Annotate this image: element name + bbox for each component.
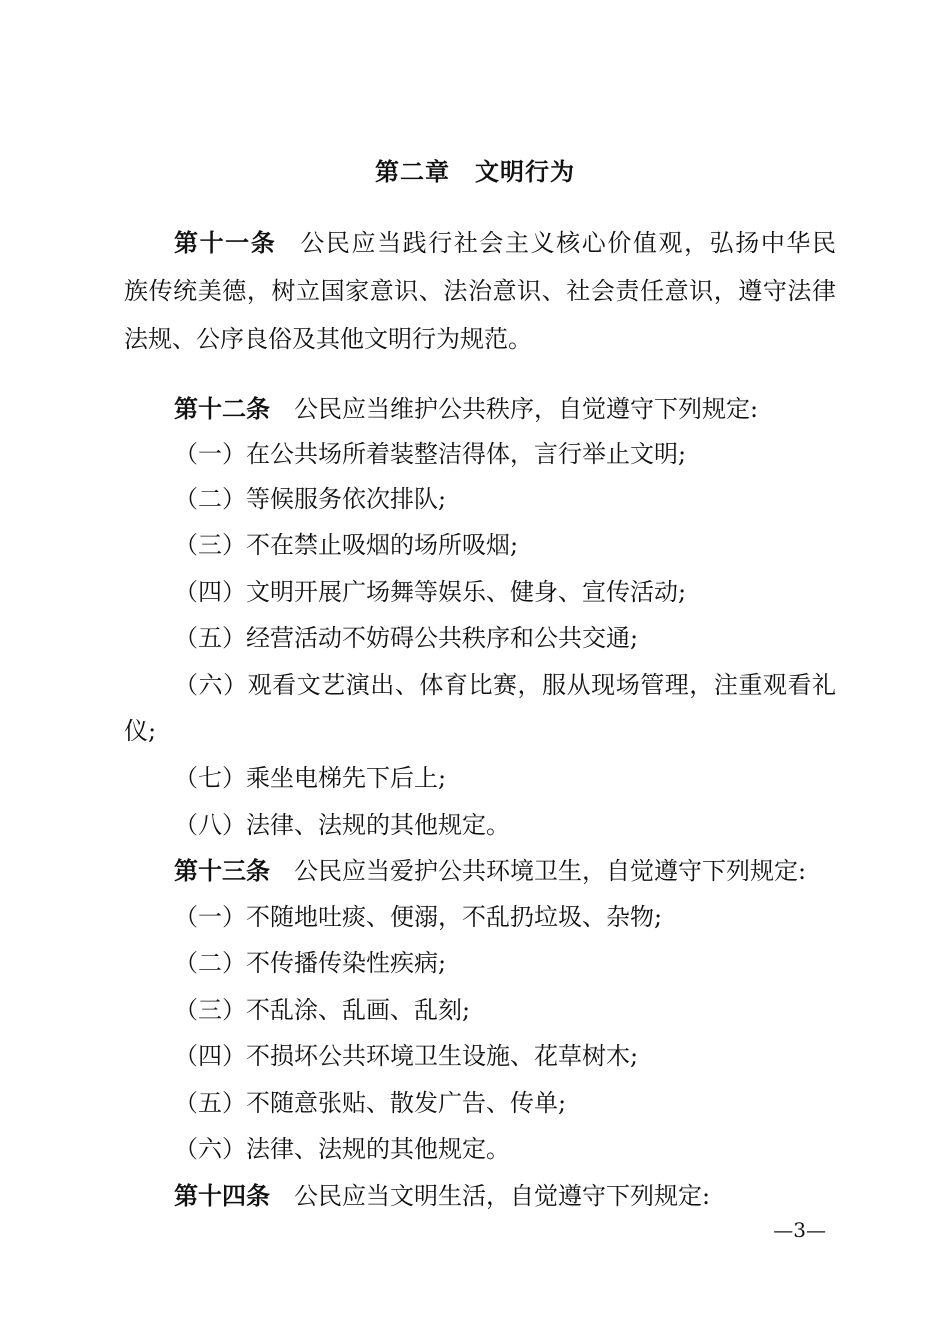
article-13-number: 第十三条 — [174, 857, 270, 885]
article-12-line-intro — [174, 392, 836, 426]
article-12-item-1: （一）在公共场所着装整洁得体，言行举止文明; — [174, 440, 687, 468]
article-13-line-intro — [174, 854, 836, 888]
article-11-line-2: 族传统美德，树立国家意识、法治意识、社会责任意识，遵守法律 — [124, 277, 836, 305]
article-14-line-intro — [174, 1179, 836, 1213]
article-12-item-2: （二）等候服务依次排队; — [174, 485, 447, 513]
article-14-intro: 公民应当文明生活，自觉遵守下列规定: — [294, 1182, 711, 1210]
article-11-line-1 — [174, 226, 836, 260]
article-12-item-7: （七）乘坐电梯先下后上; — [174, 764, 447, 792]
article-12-item-6-continued: 仪; — [124, 717, 157, 745]
article-12-item-4: （四）文明开展广场舞等娱乐、健身、宣传活动; — [174, 578, 687, 606]
article-14-number: 第十四条 — [174, 1182, 270, 1210]
chapter-title: 第二章 文明行为 — [375, 158, 575, 186]
article-13-item-1: （一）不随地吐痰、便溺，不乱扔垃圾、杂物; — [174, 903, 663, 931]
article-13-item-4: （四）不损坏公共环境卫生设施、花草树木; — [174, 1042, 639, 1070]
article-12-item-8: （八）法律、法规的其他规定。 — [174, 811, 510, 839]
article-11-number: 第十一条 — [174, 229, 277, 257]
page-number: —3— — [773, 1218, 826, 1242]
article-13-item-6: （六）法律、法规的其他规定。 — [174, 1135, 510, 1163]
article-13-item-5: （五）不随意张贴、散发广告、传单; — [174, 1089, 567, 1117]
article-11-line-3: 法规、公序良俗及其他文明行为规范。 — [124, 325, 532, 353]
article-12-number: 第十二条 — [174, 395, 270, 423]
article-13-item-2: （二）不传播传染性疾病; — [174, 949, 447, 977]
article-12-intro: 公民应当维护公共秩序，自觉遵守下列规定: — [294, 395, 759, 423]
article-12-item-5: （五）经营活动不妨碍公共秩序和公共交通; — [174, 624, 639, 652]
article-12-item-3: （三）不在禁止吸烟的场所吸烟; — [174, 531, 519, 559]
article-12-item-6: （六）观看文艺演出、体育比赛，服从现场管理，注重观看礼 — [174, 671, 836, 699]
article-13-intro: 公民应当爱护公共环境卫生，自觉遵守下列规定: — [294, 857, 807, 885]
article-11-text-1: 公民应当践行社会主义核心价值观，弘扬中华民 — [300, 229, 837, 257]
article-13-item-3: （三）不乱涂、乱画、乱刻; — [174, 996, 471, 1024]
